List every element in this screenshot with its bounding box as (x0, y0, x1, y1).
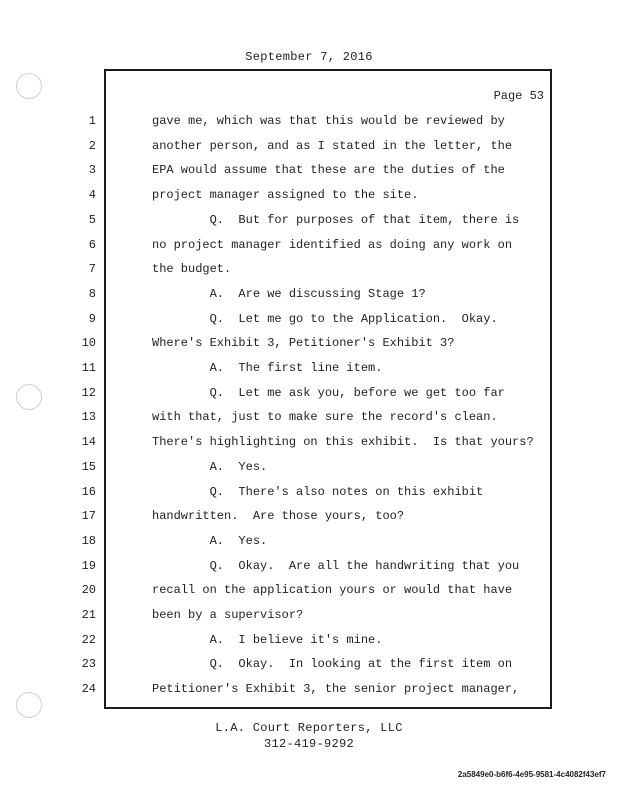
transcript-line (81, 677, 552, 702)
transcript-line (81, 652, 552, 677)
transcript-line (81, 603, 552, 628)
line-text: Q. Okay. Are all the handwriting that you (152, 558, 520, 573)
line-text: Q. Let me go to the Application. Okay. (152, 311, 498, 326)
transcript-line (88, 134, 552, 159)
line-text: gave me, which was that this would be reviewed by (152, 114, 505, 128)
line-text: Where's Exhibit 3, Petitioner's Exhibit 3? (152, 336, 455, 351)
line-number: 24 (81, 682, 96, 697)
line-text: project manager assigned to the site. (152, 188, 419, 203)
binder-hole (16, 73, 42, 99)
transcript-line (81, 405, 552, 430)
line-number: 19 (81, 558, 96, 573)
line-number: 10 (81, 336, 96, 351)
transcript-line (88, 158, 552, 183)
line-text: been by a supervisor? (152, 608, 304, 622)
line-text: EPA would assume that these are the duties of the (152, 163, 505, 178)
transcript-line (81, 628, 552, 653)
binder-hole (16, 692, 42, 718)
line-number: 5 (88, 212, 96, 227)
line-number: 16 (81, 484, 96, 499)
transcript-line (81, 554, 552, 579)
page-number: Page 53 (493, 89, 544, 103)
line-text: Q. There's also notes on this exhibit (152, 484, 484, 499)
line-number: 13 (81, 410, 96, 425)
line-text: recall on the application yours or would that have (152, 583, 513, 598)
line-text: Q. Let me ask you, before we get too far (152, 385, 505, 400)
transcript-line (81, 455, 552, 480)
line-number: 3 (88, 163, 96, 178)
line-number: 20 (81, 583, 96, 598)
line-number: 6 (88, 237, 96, 252)
line-number: 22 (81, 632, 96, 647)
transcript-line (88, 208, 552, 233)
line-text: Petitioner's Exhibit 3, the senior project manager, (152, 682, 520, 697)
line-number: 17 (81, 509, 96, 524)
reporter-company: L.A. Court Reporters, LLC (215, 721, 403, 735)
transcript-line (81, 430, 552, 455)
transcript-line (88, 109, 552, 134)
line-number: 18 (81, 533, 96, 548)
line-text: There's highlighting on this exhibit. Is that yours? (152, 435, 534, 450)
line-text: another person, and as I stated in the letter, the (152, 138, 513, 153)
transcript-line (81, 529, 552, 554)
line-text: A. Yes. (152, 459, 268, 474)
transcript-line (81, 504, 552, 529)
line-text: Q. But for purposes of that item, there is (152, 212, 520, 227)
transcript-line (81, 381, 552, 406)
line-text: A. Are we discussing Stage 1? (152, 286, 426, 301)
document-id: 2a5849e0-b6f6-4e95-9581-4c4082f43ef7 (457, 770, 606, 779)
line-number: 11 (81, 361, 96, 375)
transcript-line (81, 578, 552, 603)
line-number: 1 (88, 114, 96, 128)
line-number: 8 (88, 286, 96, 301)
line-number: 4 (88, 188, 96, 203)
line-text: Q. Okay. In looking at the first item on (152, 657, 513, 672)
line-number: 21 (81, 608, 96, 622)
transcript-line (88, 233, 552, 258)
line-number: 15 (81, 459, 96, 474)
transcript-line (81, 331, 552, 356)
line-text: the budget. (152, 262, 232, 277)
line-text: A. I believe it's mine. (152, 632, 383, 647)
line-number: 2 (88, 138, 96, 153)
line-number: 12 (81, 385, 96, 400)
transcript-line (88, 307, 552, 332)
line-text: no project manager identified as doing any work on (152, 237, 513, 252)
transcript-line (81, 356, 552, 381)
reporter-phone: 312-419-9292 (263, 737, 354, 751)
line-number: 7 (88, 262, 96, 277)
line-text: handwritten. Are those yours, too? (152, 509, 405, 524)
line-text: A. Yes. (152, 533, 268, 548)
transcript-date: September 7, 2016 (245, 50, 373, 64)
transcript-line (81, 480, 552, 505)
line-number: 23 (81, 657, 96, 672)
transcript-line (88, 183, 552, 208)
line-number: 14 (81, 435, 96, 450)
transcript-line (88, 282, 552, 307)
line-number: 9 (88, 311, 96, 326)
binder-hole (16, 384, 42, 410)
transcript-page (81, 69, 552, 709)
transcript-line (88, 257, 552, 282)
line-text: A. The first line item. (152, 361, 383, 375)
line-text: with that, just to make sure the record's clean. (152, 410, 498, 425)
